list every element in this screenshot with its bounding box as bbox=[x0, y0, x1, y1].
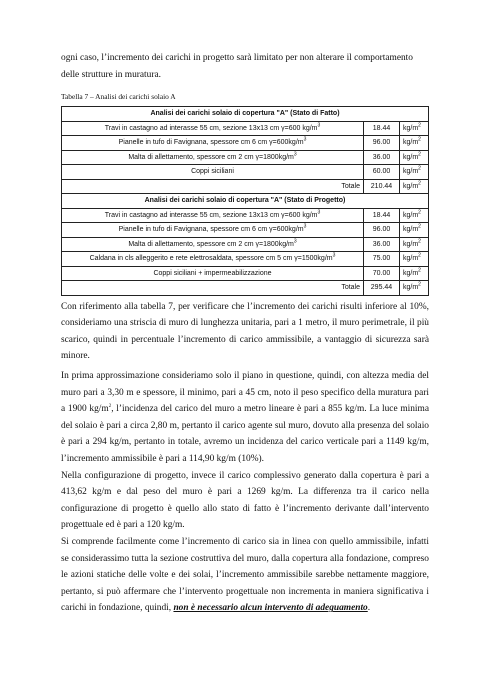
row-unit: kg/m bbox=[403, 139, 419, 147]
total-label: Totale bbox=[62, 281, 364, 296]
table-row: Pianelle in tufo di Favignana, spessore cm 6 cm $\gamma=600kg/m^3$ 96.00 $kg/m^2$ bbox=[62, 223, 429, 238]
table-caption: Tabella 7 – Analisi dei carichi solaio A bbox=[61, 92, 176, 102]
total-value: 295.44 bbox=[364, 281, 400, 296]
paragraph-2: In prima approssimazione consideriamo solo il piano in questione, quindi, con altezza media del muro pari a 3,30 m e spessore, il minimo, pari a 45 cm, noto il peso specifico della muratura pari a 1900 $kg/m^2$, l’incidenza del carico del muro a metro lineare è pari a 855 kg/m. La luce minima del solaio è pari a circa 2,80 m, pertanto il carico agente sul muro, dovuto alla presenza del solaio è pari a 294 kg/m, pertanto in totale, avremo un incidenza del carico verticale pari a 1149 kg/m, l’incremento ammissibile è pari a 114,90 kg/m (10%). bbox=[61, 371, 429, 465]
total-value: 210.44 bbox=[364, 179, 400, 194]
row-unit: kg/m bbox=[403, 240, 419, 248]
table-row: Coppi siciliani 60.00 $kg/m^2$ bbox=[62, 165, 429, 180]
table-header-stato-di-fatto: Analisi dei carichi solaio di copertura "A" (Stato di Fatto) bbox=[62, 107, 429, 122]
row-description: Travi in castagno ad interasse 55 cm, sezione 13x13 cm γ=600 kg/m bbox=[104, 211, 318, 219]
row-value: 36.00 bbox=[364, 150, 400, 165]
total-unit: kg/m bbox=[403, 182, 419, 190]
table-row: Travi in castagno ad interasse 55 cm, sezione 13x13 cm γ=600 $kg/m^3$ 18.44 $kg/m^2$ bbox=[62, 208, 429, 223]
paragraph-4: Si comprende facilmente come l’incremento di carico sia in linea con quello ammissibile, infatti se considerassimo tutta la sezione costruttiva del muro, dalla copertura alla fondazione, compreso le azioni statiche delle volte e dei solai, l’incremento ammissibile sarebbe nettamente maggiore, pertanto, si può affermare che l’intervento progettuale non incrementa in maniera significativa i carichi in fondazione, quindi, non è necessario alcun intervento di adeguamento. bbox=[61, 537, 429, 614]
total-label: Totale bbox=[62, 179, 364, 194]
row-value: 96.00 bbox=[364, 223, 400, 238]
row-unit: kg/m bbox=[403, 255, 419, 263]
row-value: 18.44 bbox=[364, 121, 400, 136]
intro-paragraph bbox=[61, 50, 429, 83]
row-value: 70.00 bbox=[364, 266, 400, 281]
paragraph-1: Con riferimento alla tabella 7, per verificare che l’incremento dei carichi risulti inferiore al 10%, consideriamo una striscia di muro di lunghezza unitaria, pari a 1 metro, il muro perimetrale, il più scarico, quindi in percentuale l’incremento di carico ammissibile, a vantaggio di sicurezza sarà minore. bbox=[61, 301, 429, 362]
load-analysis-table bbox=[61, 106, 429, 296]
row-description: Pianelle in tufo di Favignana, spessore cm 6 cm γ=600kg/m bbox=[118, 139, 304, 147]
row-value: 96.00 bbox=[364, 136, 400, 151]
row-description: Malta di allettamento, spessore cm 2 cm γ=1800kg/m bbox=[128, 240, 294, 248]
row-description: Travi in castagno ad interasse 55 cm, sezione 13x13 cm γ=600 kg/m bbox=[104, 124, 318, 132]
total-unit: kg/m bbox=[403, 284, 419, 292]
row-unit: kg/m bbox=[403, 211, 419, 219]
conclusion-emphasis: non è necessario alcun intervento di adeguamento bbox=[173, 603, 368, 614]
table-row: Malta di allettamento, spessore cm 2 cm $\gamma=1800kg/m^3$ 36.00 $kg/m^2$ bbox=[62, 237, 429, 252]
paragraph-3: Nella configurazione di progetto, invece il carico complessivo generato dalla copertura è pari a 413,62 kg/m e dal peso del muro è pari a 1269 kg/m. La differenza tra il carico nella configurazione di progetto è quello allo stato di fatto è l’incremento derivante dall’intervento progettuale ed è pari a 120 kg/m. bbox=[61, 470, 429, 531]
row-description: Caldana in cls alleggerito e rete elettrosaldata, spessore cm 5 cm γ=1500kg/m bbox=[89, 255, 333, 263]
table-header-row bbox=[62, 107, 429, 122]
row-unit: kg/m bbox=[403, 168, 419, 176]
document-page bbox=[61, 50, 429, 617]
row-value: 60.00 bbox=[364, 165, 400, 180]
row-unit: kg/m bbox=[403, 153, 419, 161]
row-description: Coppi siciliani + impermeabilizzazione bbox=[153, 269, 272, 277]
intro-line-2: delle strutture in muratura. bbox=[61, 69, 161, 80]
table-header-row bbox=[62, 194, 429, 209]
table-total-row: Totale 210.44 $kg/m^2$ bbox=[62, 179, 429, 194]
table-row: Travi in castagno ad interasse 55 cm, sezione 13x13 cm γ=600 $kg/m^3$ 18.44 $kg/m^2$ bbox=[62, 121, 429, 136]
row-unit: kg/m bbox=[403, 269, 419, 277]
row-value: 18.44 bbox=[364, 208, 400, 223]
table-total-row: Totale 295.44 $kg/m^2$ bbox=[62, 281, 429, 296]
row-value: 75.00 bbox=[364, 252, 400, 267]
table-row: Pianelle in tufo di Favignana, spessore cm 6 cm $\gamma=600kg/m^3$ 96.00 $kg/m^2$ bbox=[62, 136, 429, 151]
row-unit: kg/m bbox=[403, 124, 419, 132]
table-row: Coppi siciliani + impermeabilizzazione 70.00 $kg/m^2$ bbox=[62, 266, 429, 281]
row-value: 36.00 bbox=[364, 237, 400, 252]
table-row: Malta di allettamento, spessore cm 2 cm $\gamma=1800kg/m^3$ 36.00 $kg/m^2$ bbox=[62, 150, 429, 165]
row-description: Coppi siciliani bbox=[191, 168, 234, 176]
intro-line-1: ogni caso, l’incremento dei carichi in progetto sarà limitato per non alterare il comportamento bbox=[61, 53, 413, 63]
table-header-stato-di-progetto: Analisi dei carichi solaio di copertura "A" (Stato di Progetto) bbox=[62, 194, 429, 209]
row-unit: kg/m bbox=[403, 226, 419, 234]
row-description: Pianelle in tufo di Favignana, spessore cm 6 cm γ=600kg/m bbox=[118, 226, 304, 234]
table-row: Caldana in cls alleggerito e rete elettrosaldata, spessore cm 5 cm $\gamma=1500kg/m^3$ 75.00 $kg/m^2$ bbox=[62, 252, 429, 267]
row-description: Malta di allettamento, spessore cm 2 cm γ=1800kg/m bbox=[128, 153, 294, 161]
